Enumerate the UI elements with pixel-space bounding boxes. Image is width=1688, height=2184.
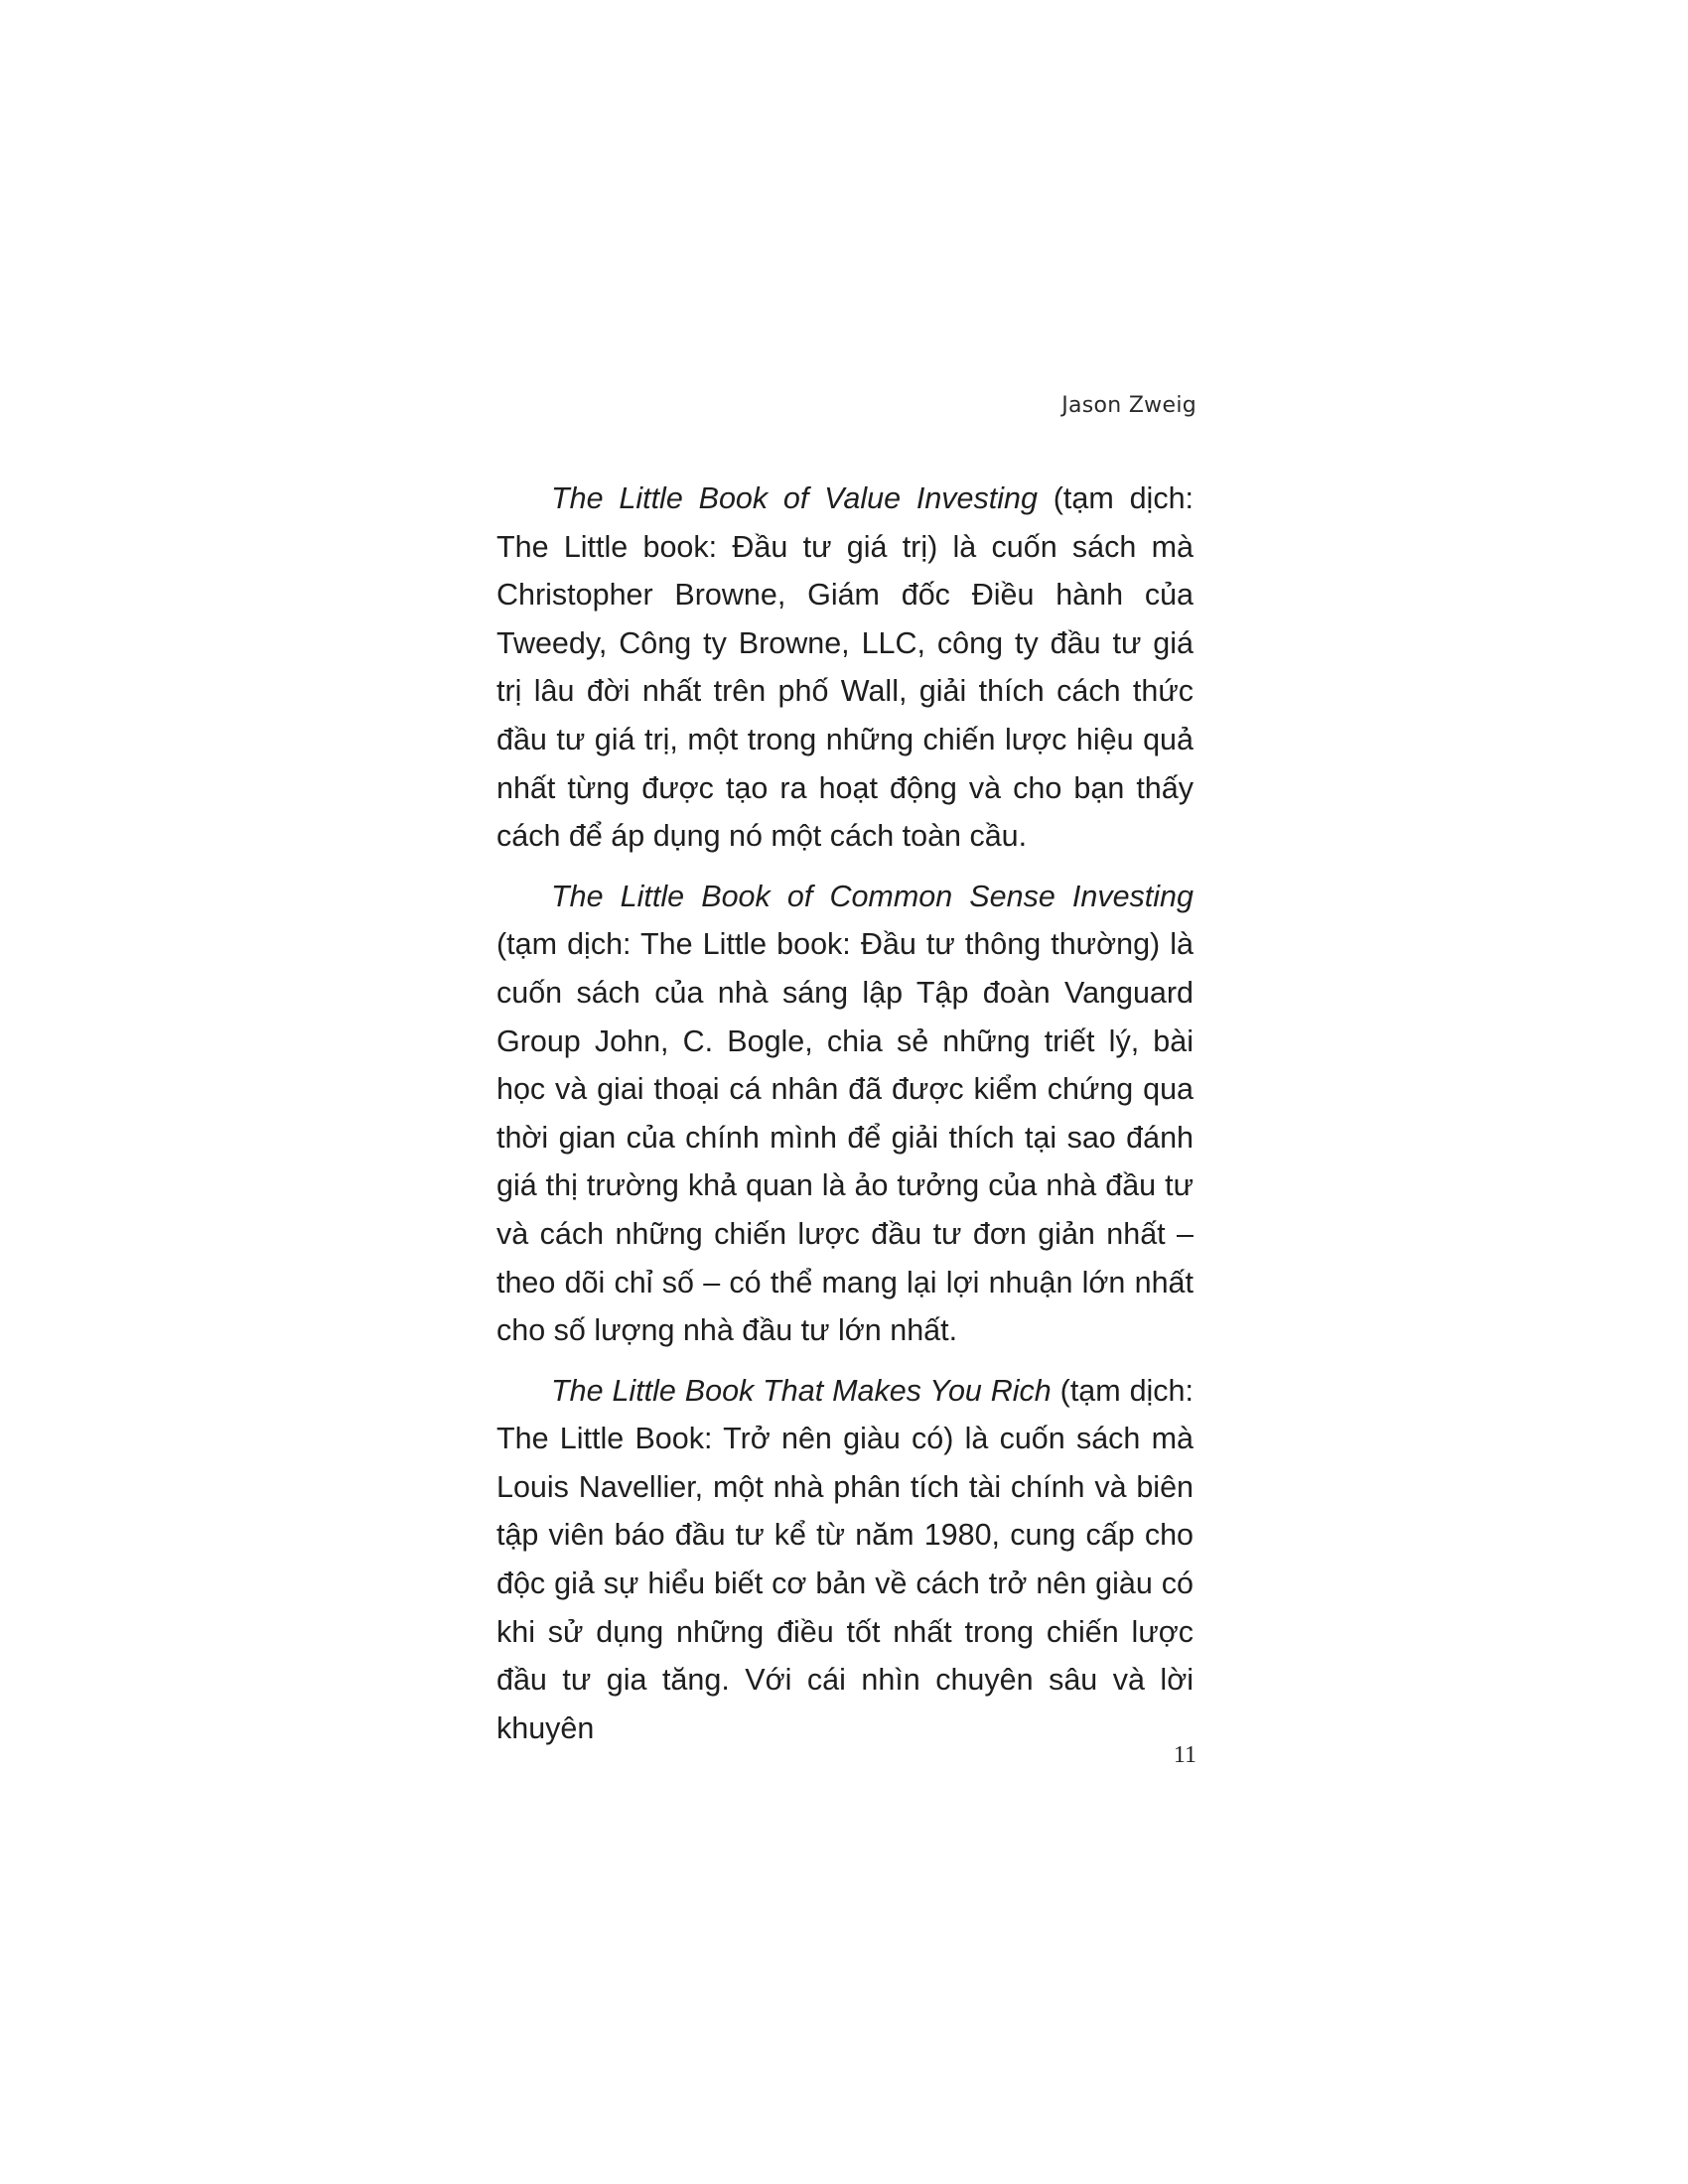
paragraph-common-sense-investing [496, 873, 1194, 1355]
paragraph-text: (tạm dịch: The Little book: Đầu tư giá trị) là cuốn sách mà Christopher Browne, Giám đốc Điều hành của Tweedy, Công ty Browne, LLC, công ty đầu tư giá trị lâu đời nhất trên phố Wall, giải thích cách thức đầu tư giá trị, một trong những chiến lược hiệu quả nhất từng được tạo ra hoạt động và cho bạn thấy cách để áp dụng nó một cách toàn cầu. [496, 481, 1195, 854]
paragraph-value-investing [496, 475, 1194, 861]
paragraph-makes-you-rich [496, 1367, 1194, 1753]
book-title: The Little Book of Value Investing [551, 481, 1038, 515]
book-title: The Little Book of Common Sense Investing [551, 879, 1194, 913]
paragraph-text: (tạm dịch: The Little book: Đầu tư thông thường) là cuốn sách của nhà sáng lập Tập đoàn Vanguard Group John, C. Bogle, chia sẻ những triết lý, bài học và giai thoại cá nhân đã được kiểm chứng qua thời gian của chính mình để giải thích tại sao đánh giá thị trường khả quan là ảo tưởng của nhà đầu tư và cách những chiến lược đầu tư đơn giản nhất – theo dõi chỉ số – có thể mang lại lợi nhuận lớn nhất cho số lượng nhà đầu tư lớn nhất. [496, 927, 1194, 1348]
page-number: 11 [1173, 1742, 1196, 1768]
body-text [496, 475, 1194, 1764]
running-header-author: Jason Zweig [1061, 393, 1196, 418]
paragraph-text: (tạm dịch: The Little Book: Trở nên giàu có) là cuốn sách mà Louis Navellier, một nhà phân tích tài chính và biên tập viên báo đầu tư kể từ năm 1980, cung cấp cho độc giả sự hiểu biết cơ bản về cách trở nên giàu có khi sử dụng những điều tốt nhất trong chiến lược đầu tư gia tăng. Với cái nhìn chuyên sâu và lời khuyên [496, 1373, 1194, 1745]
book-title: The Little Book That Makes You Rich [551, 1373, 1052, 1408]
